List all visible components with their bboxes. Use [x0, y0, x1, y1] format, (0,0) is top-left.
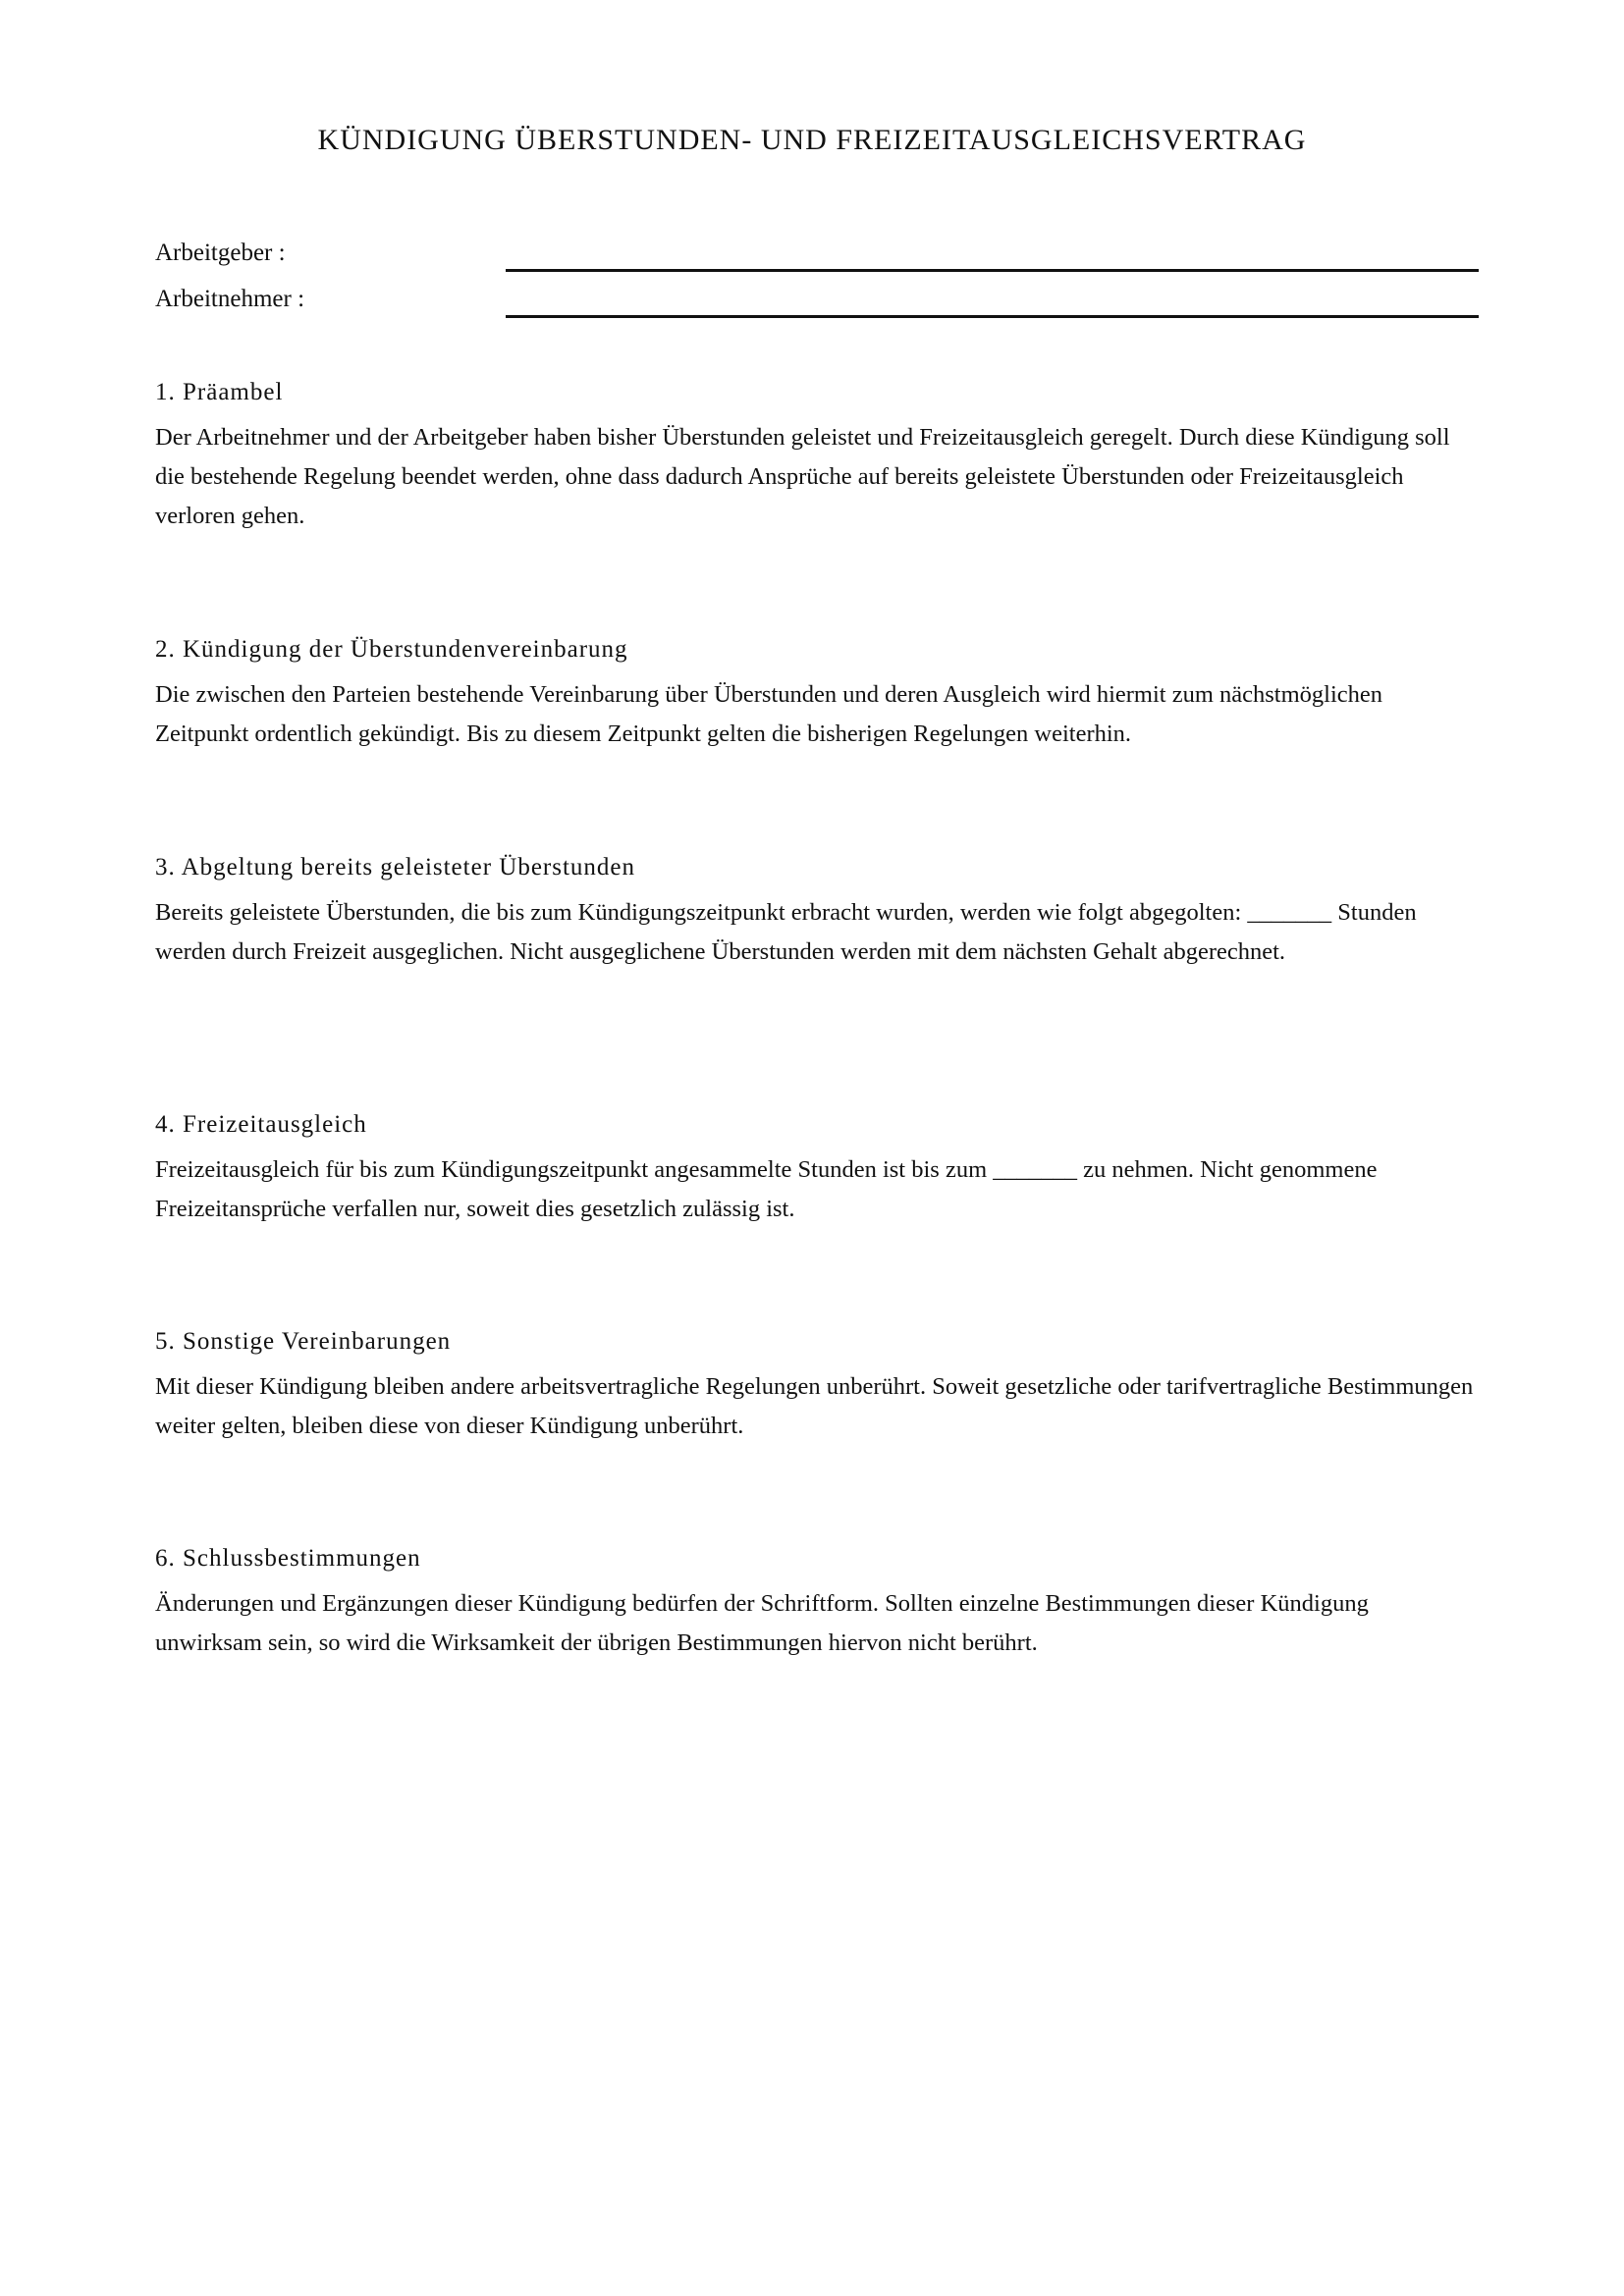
- section-settlement: [155, 854, 1481, 972]
- employer-label: Arbeitgeber :: [155, 240, 286, 266]
- employee-label: Arbeitnehmer :: [155, 286, 305, 312]
- section-body: Bereits geleistete Überstunden, die bis zum Kündigungszeitpunkt erbracht wurden, werden wie folgt abgegolten: _______ Stunden werden durch Freizeit ausgeglichen. Nicht ausgeglichene Überstunden werden mit dem nächsten Gehalt abgerechnet.: [155, 899, 1417, 965]
- section-termination: [155, 636, 1481, 754]
- section-body: Mit dieser Kündigung bleiben andere arbeitsvertragliche Regelungen unberührt. Soweit gesetzliche oder tarifvertragliche Bestimmungen weiter gelten, bleiben diese von dieser Kündigung unberührt.: [155, 1373, 1474, 1439]
- section-heading: 4. Freizeitausgleich: [155, 1111, 367, 1138]
- section-body: Der Arbeitnehmer und der Arbeitgeber haben bisher Überstunden geleistet und Freizeitausgleich geregelt. Durch diese Kündigung soll die bestehende Regelung beendet werden, ohne dass dadurch Ansprüche auf bereits geleistete Überstunden oder Freizeitausgleich verloren gehen.: [155, 424, 1450, 529]
- section-heading: 6. Schlussbestimmungen: [155, 1545, 421, 1572]
- section-heading: 5. Sonstige Vereinbarungen: [155, 1328, 452, 1355]
- employer-row: [155, 240, 1479, 279]
- section-preamble: [155, 379, 1481, 536]
- section-heading: 1. Präambel: [155, 379, 284, 405]
- section-other-agreements: [155, 1328, 1481, 1446]
- document-title: KÜNDIGUNG ÜBERSTUNDEN- UND FREIZEITAUSGLEICHSVERTRAG: [317, 124, 1307, 156]
- section-body: Die zwischen den Parteien bestehende Vereinbarung über Überstunden und deren Ausgleich wird hiermit zum nächstmöglichen Zeitpunkt ordentlich gekündigt. Bis zu diesem Zeitpunkt gelten die bisherigen Regelungen weiterhin.: [155, 681, 1383, 747]
- section-body: Änderungen und Ergänzungen dieser Kündigung bedürfen der Schriftform. Sollten einzelne Bestimmungen dieser Kündigung unwirksam sein, so wird die Wirksamkeit der übrigen Bestimmungen hiervon nicht berührt.: [155, 1590, 1369, 1656]
- section-time-off: [155, 1111, 1481, 1229]
- section-body: Freizeitausgleich für bis zum Kündigungszeitpunkt angesammelte Stunden ist bis zum _______ zu nehmen. Nicht genommene Freizeitansprüche verfallen nur, soweit dies gesetzlich zulässig ist.: [155, 1156, 1378, 1222]
- employer-signature-line[interactable]: [506, 269, 1479, 272]
- section-heading: 3. Abgeltung bereits geleisteter Überstunden: [155, 854, 636, 881]
- section-final-provisions: [155, 1545, 1481, 1663]
- section-heading: 2. Kündigung der Überstundenvereinbarung: [155, 636, 628, 663]
- employee-signature-line[interactable]: [506, 315, 1479, 318]
- employee-row: [155, 286, 1479, 325]
